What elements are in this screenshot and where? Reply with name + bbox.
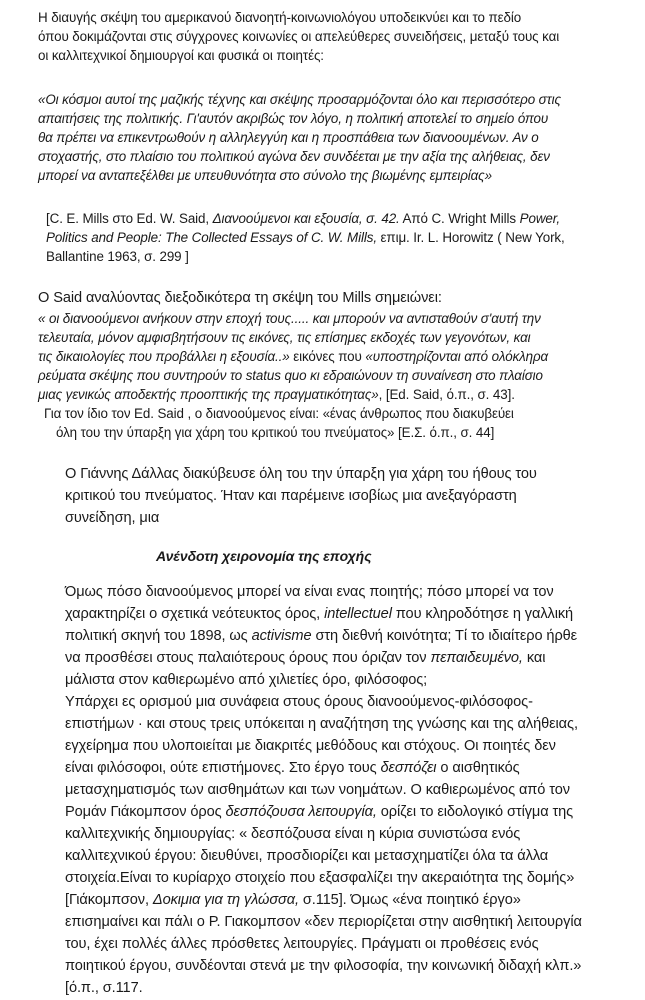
mills-quote-line-5: μπορεί να ανταπεξέλθει με υπευθυνότητα στο σύνολο της βιωμένης εμπειρίας»: [38, 168, 492, 183]
mills-quote-line-2: απαιτήσεις της πολιτικής. Γι'αυτόν ακριβώς τον λόγο, η πολιτική αποτελεί το σημείο όπου: [38, 111, 549, 126]
said-line-2: « οι διανοούμενοι ανήκουν στην εποχή τους..... και μπορούν να αντισταθούν σ'αυτή την: [38, 311, 541, 326]
body-line-17: του, έχει πολλές άλλες πρόσθετες λειτουργίες. Πράγματι οι προθέσεις ενός: [65, 936, 539, 952]
body-line-3-c: στη διεθνή κοινότητα; Τί το ιδιαίτερο ήρθε: [311, 628, 578, 644]
body-line-15-c: σ.115]. Όμως «ένα ποιητικό έργο»: [298, 892, 521, 908]
citation-line-3: Ballantine 1963, σ. 299 ]: [46, 249, 189, 264]
mills-quote-line-1: «Οι κόσμοι αυτοί της μαζικής τέχνης και σκέψης προσαρμόζονται όλο και περισσότερο στις: [38, 92, 561, 107]
citation-source: [C. E. Mills στο Ed. W. Said,: [46, 211, 213, 226]
citation-mills-author: C. W. Mills,: [307, 230, 377, 245]
body-line-10: μετασχηματισμός των αισθημάτων και των νοημάτων. Ο καθιερωμένος από τον: [65, 782, 570, 798]
body-line-9-c: ο αισθητικός: [436, 760, 520, 776]
said-line-5: ρεύματα σκέψης που συντηρούν το status quo κι εδραιώνουν τη συναίνεση στο πλαίσιο: [38, 368, 543, 383]
body-line-3: [65, 628, 577, 644]
body-line-2-a: χαρακτηρίζει ο σχετικά νεότευκτος όρος,: [65, 606, 325, 622]
body-line-11: [65, 804, 573, 820]
mills-quote-line-3: θα πρέπει να επικεντρωθούν η αλληλεγγύη και η προσπάθεια των διανοουμένων. Αν ο: [38, 130, 539, 145]
body-line-15-a: [Γιάκομπσον,: [65, 892, 153, 908]
body-line-7: επιστήμων · και στους τρεις υπόκειται η αναζήτηση της γνώσης και της αλήθειας,: [65, 716, 578, 732]
body-line-4-a: να προσθέσει στους παλαιότερους όρους που όριζαν τον: [65, 650, 431, 666]
body-line-4-c: και: [522, 650, 546, 666]
body-line-9-a: είναι φιλόσοφοι, ούτε επιστήμονες. Στο έργο τους: [65, 760, 381, 776]
body-line-2-c: που κληροδότησε η γαλλική: [391, 606, 574, 622]
said-line-6-ref: , [Ed. Said, ό.π., σ. 43].: [378, 387, 515, 402]
body-line-4: [65, 650, 545, 666]
body-line-15: [65, 892, 521, 908]
said-line-4-plain: εικόνες που: [289, 349, 366, 364]
body-line-8: εγχείρημα που υλοποιείται με διακριτές μεθόδους και στόχους. Οι ποιητές δεν: [65, 738, 556, 754]
section-title: Ανένδοτη χειρονομία της εποχής: [156, 548, 372, 564]
body-line-11-c: ορίζει το ειδολογικό στίγμα της: [376, 804, 574, 820]
body-line-5: μάλιστα στον καθιερωμένο από χιλιετίες όρο, φιλόσοφος;: [65, 672, 428, 688]
body-line-19: [ό.π., σ.117.: [65, 980, 143, 996]
body-line-1: Όμως πόσο διανοούμενος μπορεί να είναι ενας ποιητής; πόσο μπορεί να τον: [65, 584, 554, 600]
body-line-11-term: δεσπόζουσα λειτουργία,: [225, 804, 377, 820]
dallas-line-1: Ο Γιάννης Δάλλας διακύβευσε όλη του την ύπαρξη για χάρη του ήθους του: [65, 466, 537, 482]
intro-line-3: οι καλλιτεχνικοί δημιουργοί και φυσικά οι ποιητές:: [38, 48, 324, 63]
citation-book-title: Διανοούμενοι και εξουσία, σ. 42.: [212, 211, 400, 226]
body-line-14: στοιχεία.Είναι το κυρίαρχο στοιχείο που εξασφαλίζει την ακεραιότητα της δομής»: [65, 870, 575, 886]
body-line-2: [65, 606, 573, 622]
citation-mills-title-end: Politics and People: The Collected Essays of: [46, 230, 308, 245]
citation-mills-title-start: Power,: [519, 211, 560, 226]
body-line-3-a: πολιτική σκηνή του 1898, ως: [65, 628, 252, 644]
intro-line-1: Η διαυγής σκέψη του αμερικανού διανοητή-κοινωνιολόγου υποδεικνύει και το πεδίο: [38, 10, 522, 25]
citation-editor: επιμ. Ir. L. Horowitz ( New York,: [376, 230, 565, 245]
mills-quote-line-4: στοχαστής, στο πλαίσιο του πολιτικού αγώνα δεν συνδέεται με την αξία της αλήθειας, δεν: [38, 149, 550, 164]
body-line-2-term: intellectuel: [324, 606, 392, 622]
intro-line-2: όπου δοκιμάζονται στις σύγχρονες κοινωνίες οι απελεύθερες συνειδήσεις, μεταξύ τους και: [38, 29, 560, 44]
said-line-3: τελευταία, μόνον αμφισβητήσουν τις εικόνες, τις επίσημες εκδοχές των γεγονότων, και: [38, 330, 531, 345]
body-line-16: επισημαίνει και πάλι ο Ρ. Γιακομπσον «δεν περιορίζεται στην αισθητική λειτουργία: [65, 914, 582, 930]
citation-from: Από C. Wright Mills: [399, 211, 520, 226]
body-line-15-book: Δοκιμια για τη γλώσσα,: [152, 892, 299, 908]
said-line-1: Ο Said αναλύοντας διεξοδικότερα τη σκέψη του Mills σημειώνει:: [38, 290, 442, 306]
said-line-7: Για τον ίδιο τον Ed. Said , ο διανοούμενος είναι: «ένας άνθρωπος που διακυβεύει: [44, 406, 514, 421]
citation-line-2: [46, 230, 565, 245]
body-line-6: Υπάρχει ες ορισμού μια συνάφεια στους όρους διανοούμενος-φιλόσοφος-: [65, 694, 533, 710]
said-line-4: [38, 349, 548, 364]
body-line-18: ποιητικού έργου, συνδέονται στενά με την φιλοσοφία, την κοινωνική διδαχή κλπ.»: [65, 958, 582, 974]
body-line-4-term: πεπαιδευμένο,: [430, 650, 523, 666]
body-line-9: [65, 760, 520, 776]
said-line-6: [38, 387, 515, 402]
body-line-13: καλλιτεχνικού έργου: διευθύνει, προσδιορίζει και μετασχηματίζει όλα τα άλλα: [65, 848, 549, 864]
dallas-line-3: συνείδηση, μια: [65, 510, 160, 526]
dallas-line-2: κριτικού του πνεύματος. Ήταν και παρέμεινε ισοβίως μια ανεξαγόραστη: [65, 488, 517, 504]
body-line-3-term: activisme: [251, 628, 312, 644]
said-line-4-quote: τις δικαιολογίες που προβάλλει η εξουσία..»: [38, 349, 290, 364]
citation-line-1: [46, 211, 560, 226]
said-line-4-quote2: «υποστηρίζονται από ολόκληρα: [365, 349, 549, 364]
said-line-8: όλη του την ύπαρξη για χάρη του κριτικού του πνεύματος» [Ε.Σ. ό.π., σ. 44]: [56, 425, 495, 440]
body-line-11-a: Ρομάν Γιάκομπσον όρος: [65, 804, 226, 820]
body-line-12: καλλιτεχνικής δημιουργίας: « δεσπόζουσα είναι η κύρια συνιστώσα ενός: [65, 826, 521, 842]
said-line-6-quote: μιας γενικώς αποδεκτής προοπτικής της πραγματικότητας»: [38, 387, 379, 402]
body-line-9-term: δεσπόζει: [380, 760, 437, 776]
